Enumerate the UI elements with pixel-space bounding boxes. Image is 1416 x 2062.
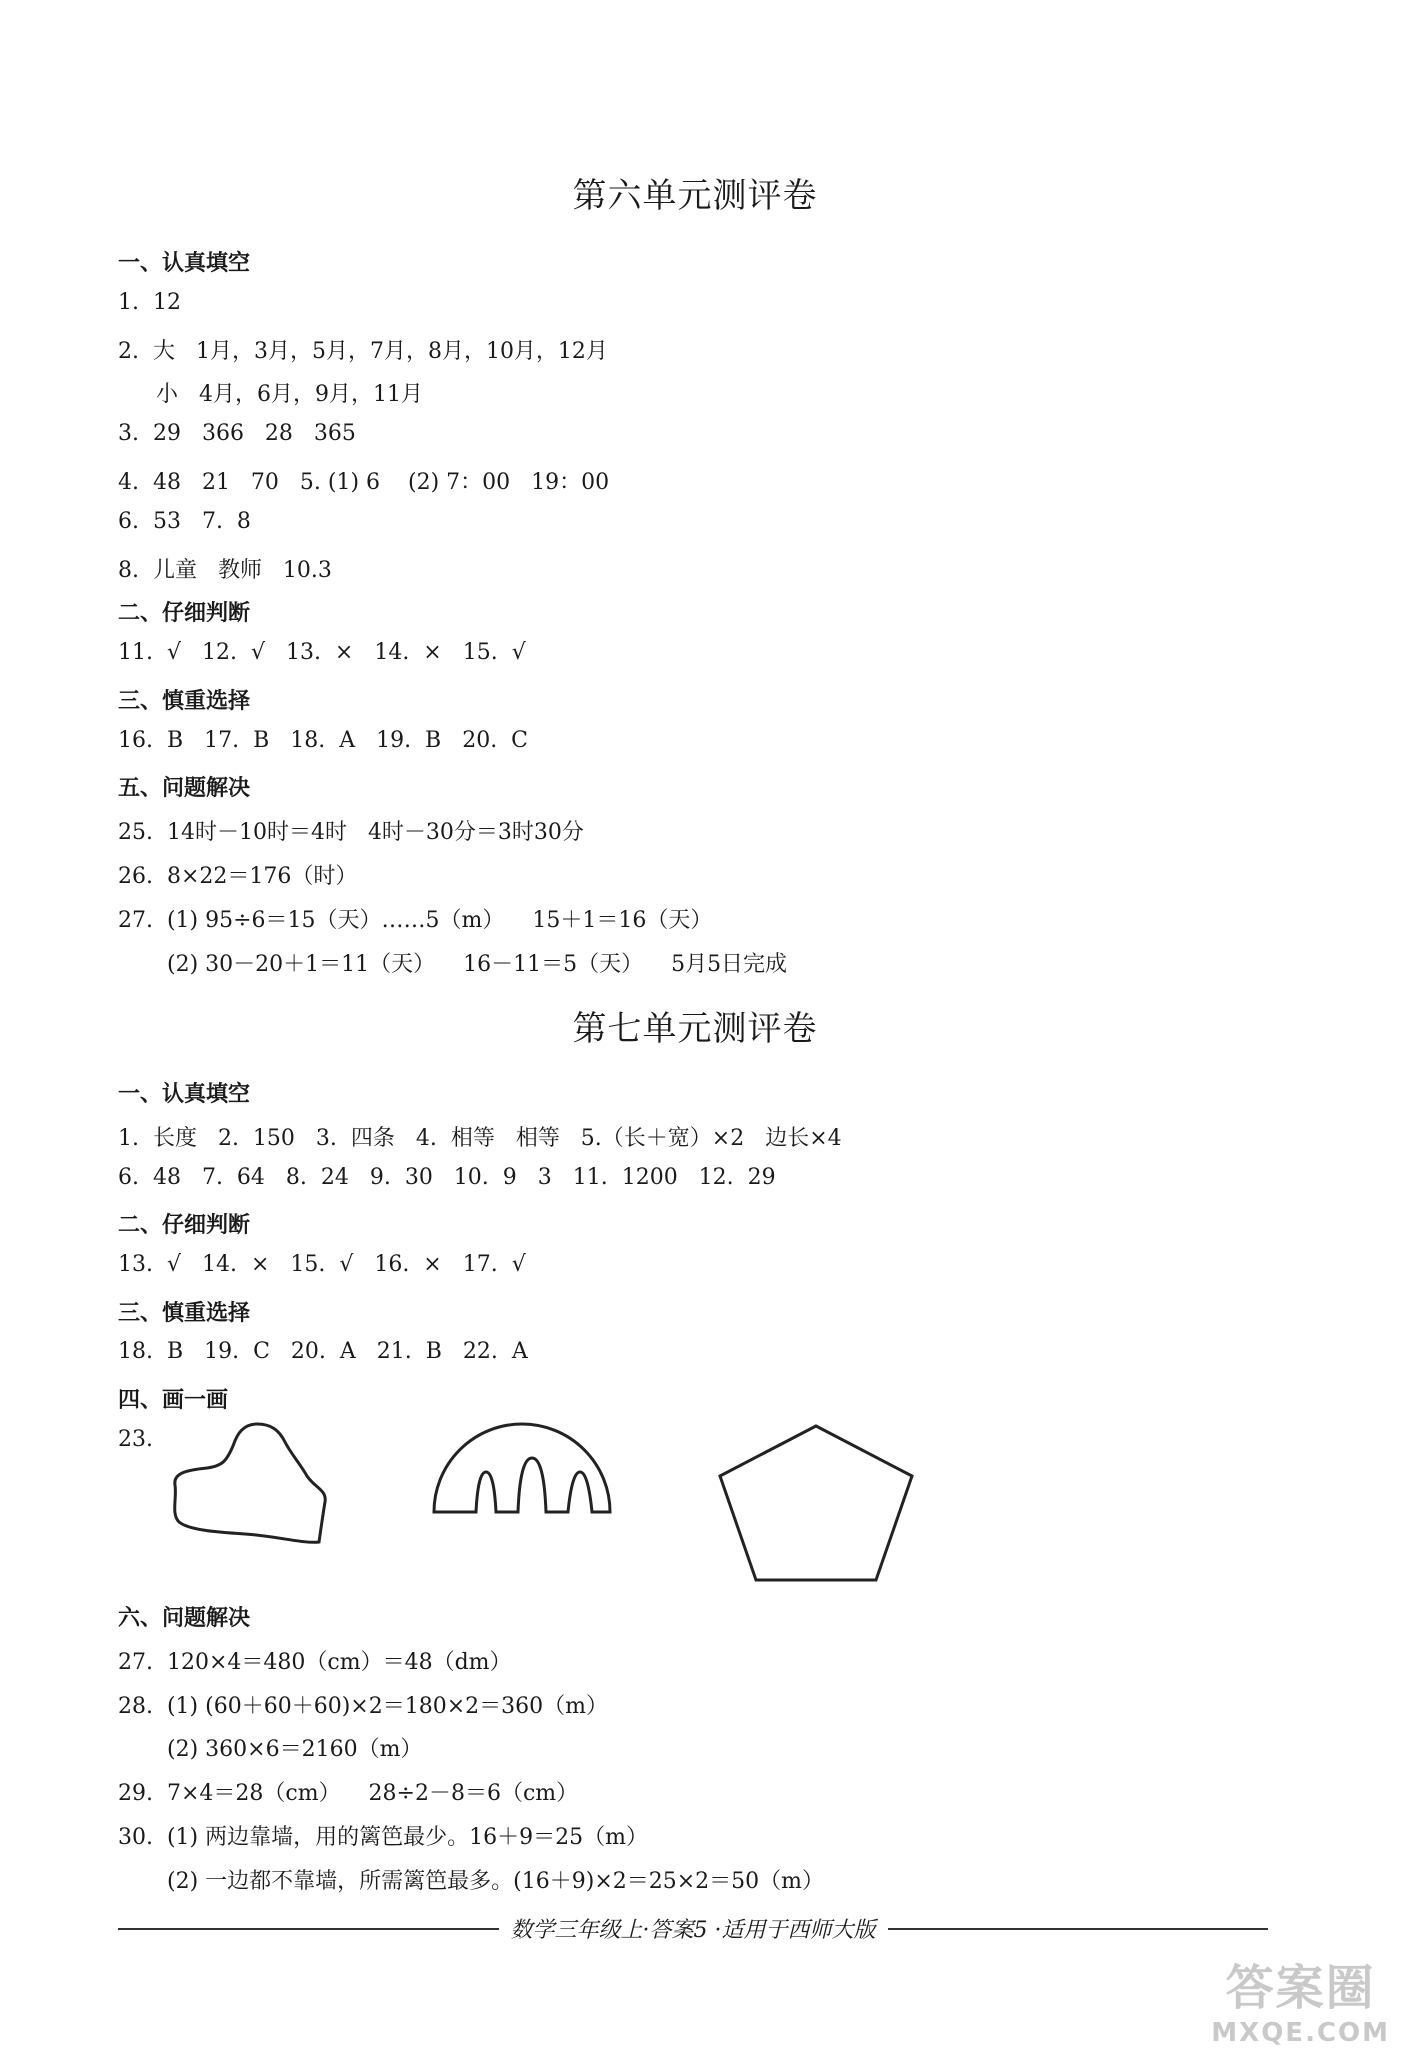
unit7-answer-line: (2) 360×6＝2160（m） bbox=[167, 1737, 423, 1762]
unit7-answer-line: (2) 一边都不靠墙，所需篱笆最多。(16＋9)×2＝25×2＝50（m） bbox=[167, 1869, 825, 1894]
footer-rule-right bbox=[888, 1928, 1269, 1930]
unit6-title: 第六单元测评卷 bbox=[572, 176, 818, 216]
footer-rule-left bbox=[118, 1928, 499, 1930]
unit6-answer-line: (2) 30－20＋1＝11（天） 16－11＝5（天） 5月5日完成 bbox=[167, 952, 788, 977]
site-watermark bbox=[1211, 1949, 1390, 2048]
unit6-section-choice: 三、慎重选择 bbox=[118, 689, 251, 714]
unit6-answer-line: 1. 12 bbox=[118, 290, 181, 315]
unit6-answer-line: 2. 大 1月，3月，5月，7月，8月，10月，12月 bbox=[118, 339, 608, 364]
unit7-section-fill: 一、认真填空 bbox=[118, 1082, 251, 1107]
unit6-answer-line: 27. (1) 95÷6＝15（天）……5（m） 15＋1＝16（天） bbox=[118, 908, 713, 933]
watermark-url: MXQE.COM bbox=[1211, 2018, 1390, 2048]
unit7-section-choice: 三、慎重选择 bbox=[118, 1301, 251, 1326]
pentagon-drawing bbox=[712, 1420, 920, 1586]
unit6-answer-line: 25. 14时－10时＝4时 4时－30分＝3时30分 bbox=[118, 820, 584, 845]
unit7-section-draw: 四、画一画 bbox=[118, 1388, 229, 1413]
footer-text: 数学三年级上·答案5 ·适用于西师大版 bbox=[510, 1918, 876, 1943]
unit7-answer-line: 6. 48 7. 64 8. 24 9. 30 10. 9 3 11. 1200 12. 29 bbox=[118, 1165, 776, 1190]
unit6-answer-line: 11. √ 12. √ 13. × 14. × 15. √ bbox=[118, 640, 526, 665]
unit7-answer-line: 23. bbox=[118, 1427, 153, 1452]
unit6-answer-line: 16. B 17. B 18. A 19. B 20. C bbox=[118, 728, 529, 753]
unit7-answer-line: 27. 120×4＝480（cm）＝48（dm） bbox=[118, 1650, 512, 1675]
unit7-answer-line: 29. 7×4＝28（cm） 28÷2－8＝6（cm） bbox=[118, 1781, 579, 1806]
unit7-answer-line: 1. 长度 2. 150 3. 四条 4. 相等 相等 5.（长＋宽）×2 边长×4 bbox=[118, 1126, 842, 1151]
arch-shape-outline bbox=[434, 1424, 610, 1512]
unit6-answer-line: 4. 48 21 70 5. (1) 6 (2) 7：00 19：00 bbox=[118, 470, 610, 495]
unit6-answer-line: 8. 儿童 教师 10.3 bbox=[118, 558, 332, 583]
watermark-logo-text: 答案圈 bbox=[1225, 1960, 1376, 2016]
unit6-answer-line: 26. 8×22＝176（时） bbox=[118, 864, 358, 889]
irregular-shape-outline bbox=[175, 1424, 326, 1542]
unit6-answer-line: 3. 29 366 28 365 bbox=[118, 421, 356, 446]
unit7-answer-line: 18. B 19. C 20. A 21. B 22. A bbox=[118, 1339, 528, 1364]
unit6-section-judge: 二、仔细判断 bbox=[118, 601, 251, 626]
unit7-answer-line: 13. √ 14. × 15. √ 16. × 17. √ bbox=[118, 1252, 526, 1277]
unit6-section-solve: 五、问题解决 bbox=[118, 776, 251, 801]
irregular-shape-drawing bbox=[165, 1418, 340, 1553]
unit6-section-fill: 一、认真填空 bbox=[118, 251, 251, 276]
unit6-answer-line: 小 4月，6月，9月，11月 bbox=[156, 382, 423, 407]
unit7-section-solve: 六、问题解决 bbox=[118, 1606, 251, 1631]
page-footer bbox=[118, 1913, 1268, 1944]
unit7-answer-line: 30. (1) 两边靠墙，用的篱笆最少。16＋9＝25（m） bbox=[118, 1825, 648, 1850]
pentagon-outline bbox=[720, 1426, 912, 1580]
unit7-title: 第七单元测评卷 bbox=[572, 1009, 818, 1049]
unit6-answer-line: 6. 53 7. 8 bbox=[118, 509, 251, 534]
unit7-answer-line: 28. (1) (60＋60＋60)×2＝180×2＝360（m） bbox=[118, 1694, 608, 1719]
unit7-section-judge: 二、仔细判断 bbox=[118, 1213, 251, 1238]
arch-shape-drawing bbox=[428, 1418, 618, 1518]
